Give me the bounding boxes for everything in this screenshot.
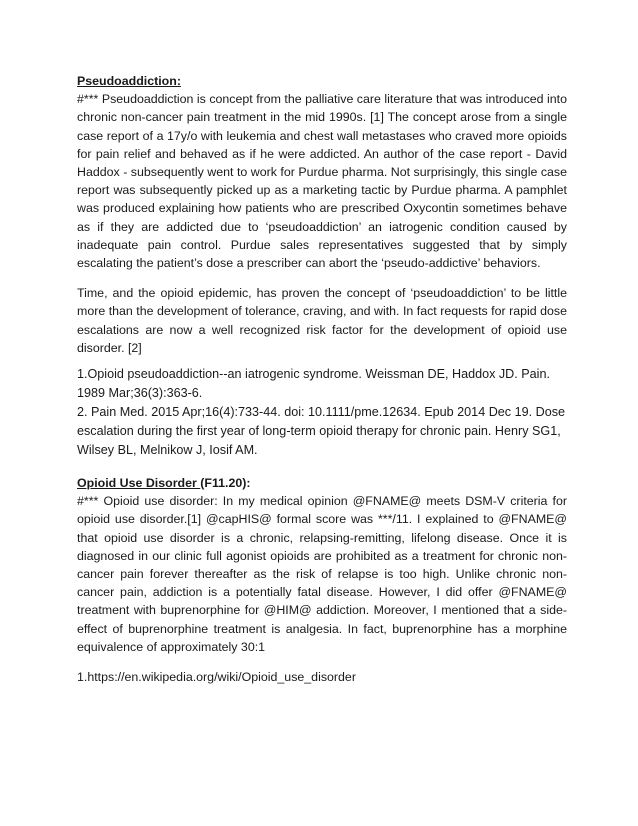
reference-item: 1.https://en.wikipedia.org/wiki/Opioid_use_disorder: [77, 670, 356, 685]
paragraph: Time, and the opioid epidemic, has proven the concept of ‘pseudoaddiction’ to be little more than the development of tolerance, craving, and with. In fact requests for rapid dose escalations are now a well recognized risk factor for the development of opioid use disorder. [2]: [77, 286, 567, 355]
diagnosis-code: (F11.20):: [200, 476, 251, 491]
section-pseudoaddiction: [77, 72, 567, 460]
paragraph: #*** Opioid use disorder: In my medical opinion @FNAME@ meets DSM-V criteria for opioid use disorder.[1] @capHIS@ formal score was ***/11. I explained to @FNAME@ that opioid use disorder is a chronic, relapsing-remitting, lifelong disease. Once it is diagnosed in our clinic full agonist opioids are prohibited as a treatment for chronic non-cancer pain forever thereafter as the risk of relapse is too high. Unlike chronic non-cancer pain, addiction is a potentially fatal disease. However, I did offer @FNAME@ treatment with buprenorphine for @HIM@ addiction. Moreover, I mentioned that a side-effect of buprenorphine treatment is analgesia. In fact, buprenorphine has a morphine equivalence of approximately 30:1: [77, 494, 567, 654]
reference-item: 2. Pain Med. 2015 Apr;16(4):733-44. doi: 10.1111/pme.12634. Epub 2014 Dec 19. Dose escalation during the first year of long-term opioid therapy for chronic pain. Henry SG1, Wilsey BL, Melnikow J, Iosif AM.: [77, 405, 565, 458]
section-opioid-use-disorder: [77, 474, 567, 686]
section-heading-line: [77, 474, 567, 492]
section-heading: Pseudoaddiction:: [77, 74, 181, 88]
section-heading: Opioid Use Disorder: [77, 476, 201, 491]
document-page: [77, 72, 567, 686]
paragraph: #*** Pseudoaddiction is concept from the palliative care literature that was introduced into chronic non-cancer pain treatment in the mid 1990s. [1] The concept arose from a single case report of a 17y/o with leukemia and chest wall metastases who craved more opioids for pain relief and behaved as if he were addicted. An author of the case report - David Haddox - subsequently went to work for Purdue pharma. Not surprisingly, this single case report was subsequently picked up as a marketing tactic by Purdue pharma. A pamphlet was produced explaining how patients who are prescribed Oxycontin sometimes behave as if they are addicted due to ‘pseudoaddiction’ an iatrogenic condition caused by inadequate pain control. Purdue sales representatives suggested that by simply escalating the patient’s dose a prescriber can abort the ‘pseudo-addictive’ behaviors.: [77, 92, 567, 271]
reference-item: 1.Opioid pseudoaddiction--an iatrogenic syndrome. Weissman DE, Haddox JD. Pain. 1989 Mar;36(3):363-6.: [77, 367, 550, 401]
